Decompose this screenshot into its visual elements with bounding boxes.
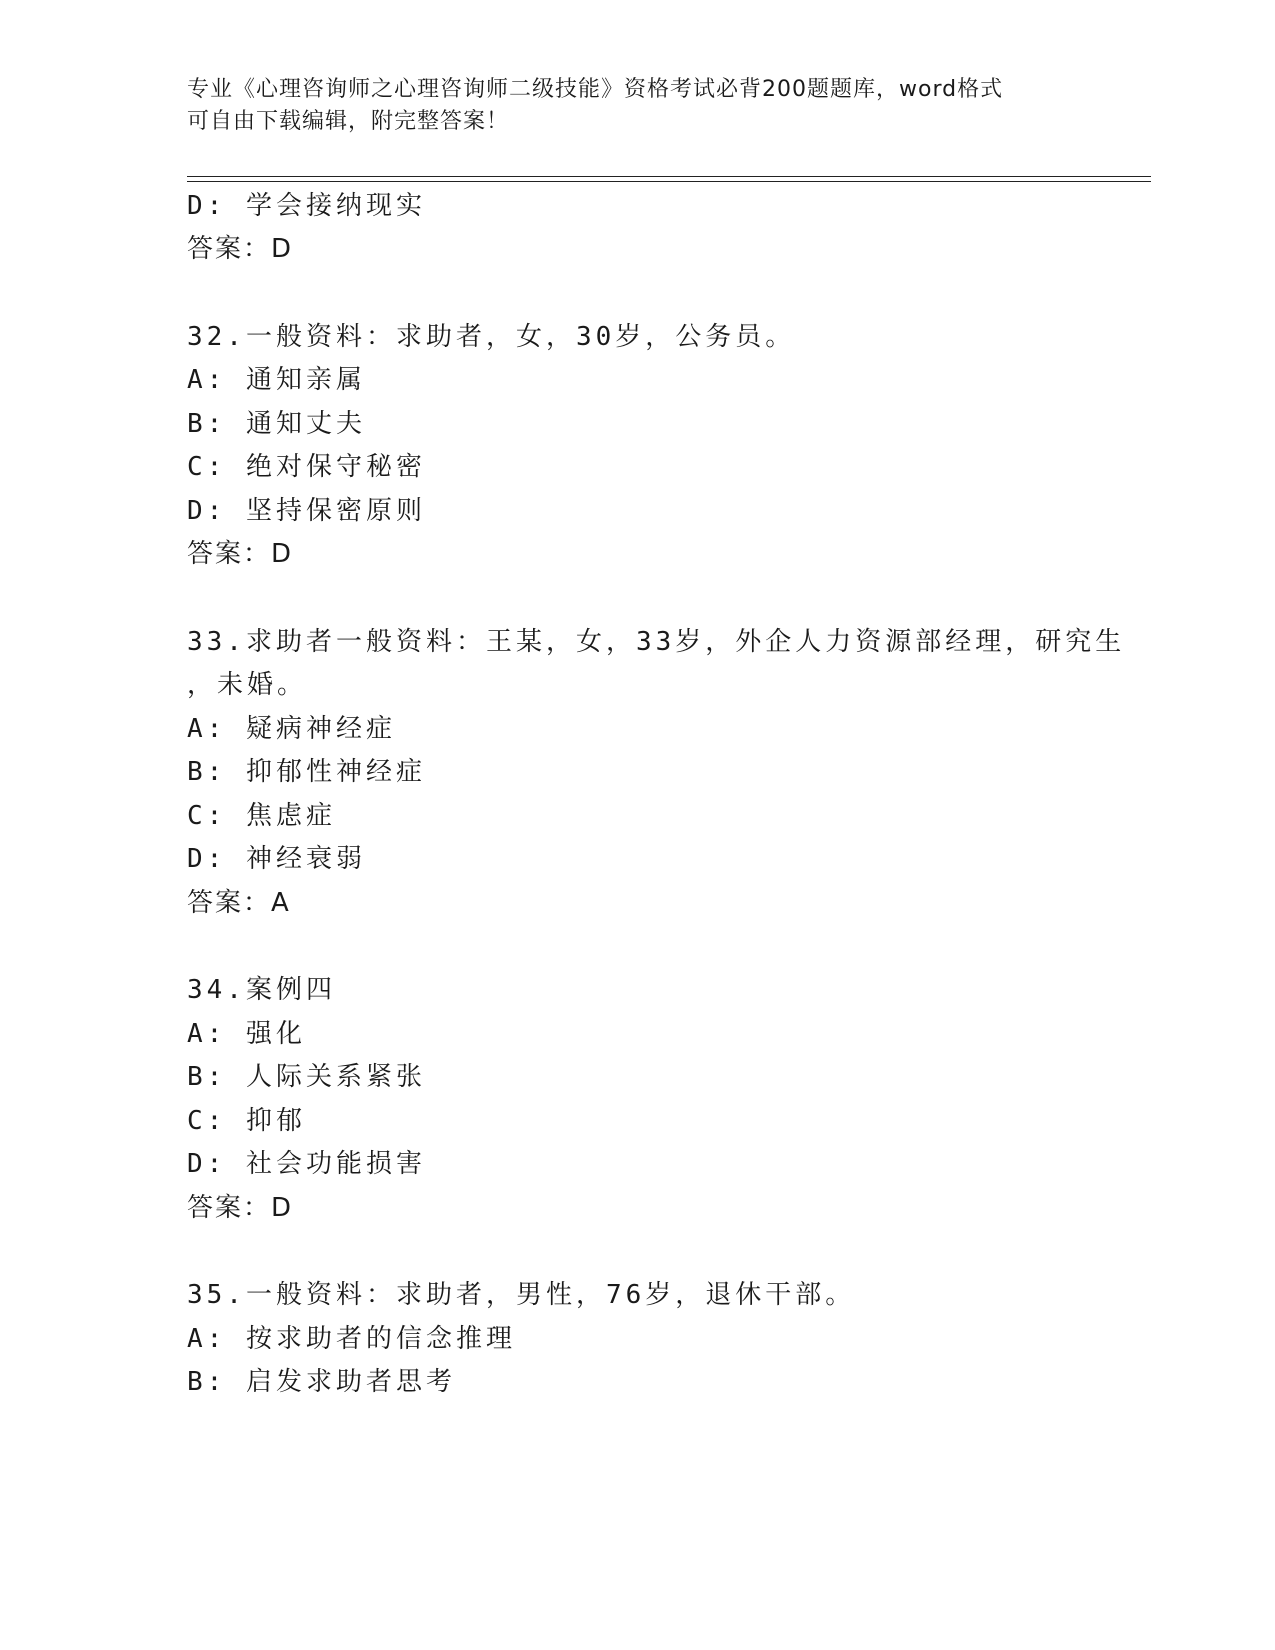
header-divider-top xyxy=(187,176,1151,177)
header-divider-bottom xyxy=(187,181,1151,182)
option-a-q34: A: 强化 xyxy=(187,1019,306,1049)
option-c-q33: C: 焦虑症 xyxy=(187,801,336,831)
option-b-q33: B: 抑郁性神经症 xyxy=(187,757,426,787)
option-d-q34: D: 社会功能损害 xyxy=(187,1149,426,1179)
document-header xyxy=(187,74,1087,138)
question-33: 33.求助者一般资料：王某，女，33岁，外企人力资源部经理，研究生 xyxy=(187,627,1126,657)
option-d-q33: D: 神经衰弱 xyxy=(187,844,366,874)
answer-q34: 答案：D xyxy=(187,1193,294,1223)
option-b-q35: B: 启发求助者思考 xyxy=(187,1367,456,1397)
answer-q31: 答案：D xyxy=(187,234,294,264)
option-b-q32: B: 通知丈夫 xyxy=(187,409,366,439)
answer-q33: 答案：A xyxy=(187,888,291,918)
option-d-q32: D: 坚持保密原则 xyxy=(187,496,426,526)
option-a-q32: A: 通知亲属 xyxy=(187,365,366,395)
option-b-q34: B: 人际关系紧张 xyxy=(187,1062,426,1092)
question-32: 32.一般资料：求助者，女，30岁，公务员。 xyxy=(187,322,796,352)
option-c-q32: C: 绝对保守秘密 xyxy=(187,452,426,482)
option-c-q34: C: 抑郁 xyxy=(187,1106,306,1136)
option-a-q35: A: 按求助者的信念推理 xyxy=(187,1324,516,1354)
question-35: 35.一般资料：求助者，男性，76岁，退休干部。 xyxy=(187,1280,856,1310)
option-a-q33: A: 疑病神经症 xyxy=(187,714,396,744)
question-34: 34.案例四 xyxy=(187,975,336,1005)
question-33-continued: ，未婚。 xyxy=(187,670,308,700)
option-d-q31: D: 学会接纳现实 xyxy=(187,191,426,221)
header-line-1: 专业《心理咨询师之心理咨询师二级技能》资格考试必背200题题库，word格式 xyxy=(187,77,1004,102)
header-line-2: 可自由下载编辑，附完整答案！ xyxy=(187,109,510,134)
answer-q32: 答案：D xyxy=(187,539,294,569)
